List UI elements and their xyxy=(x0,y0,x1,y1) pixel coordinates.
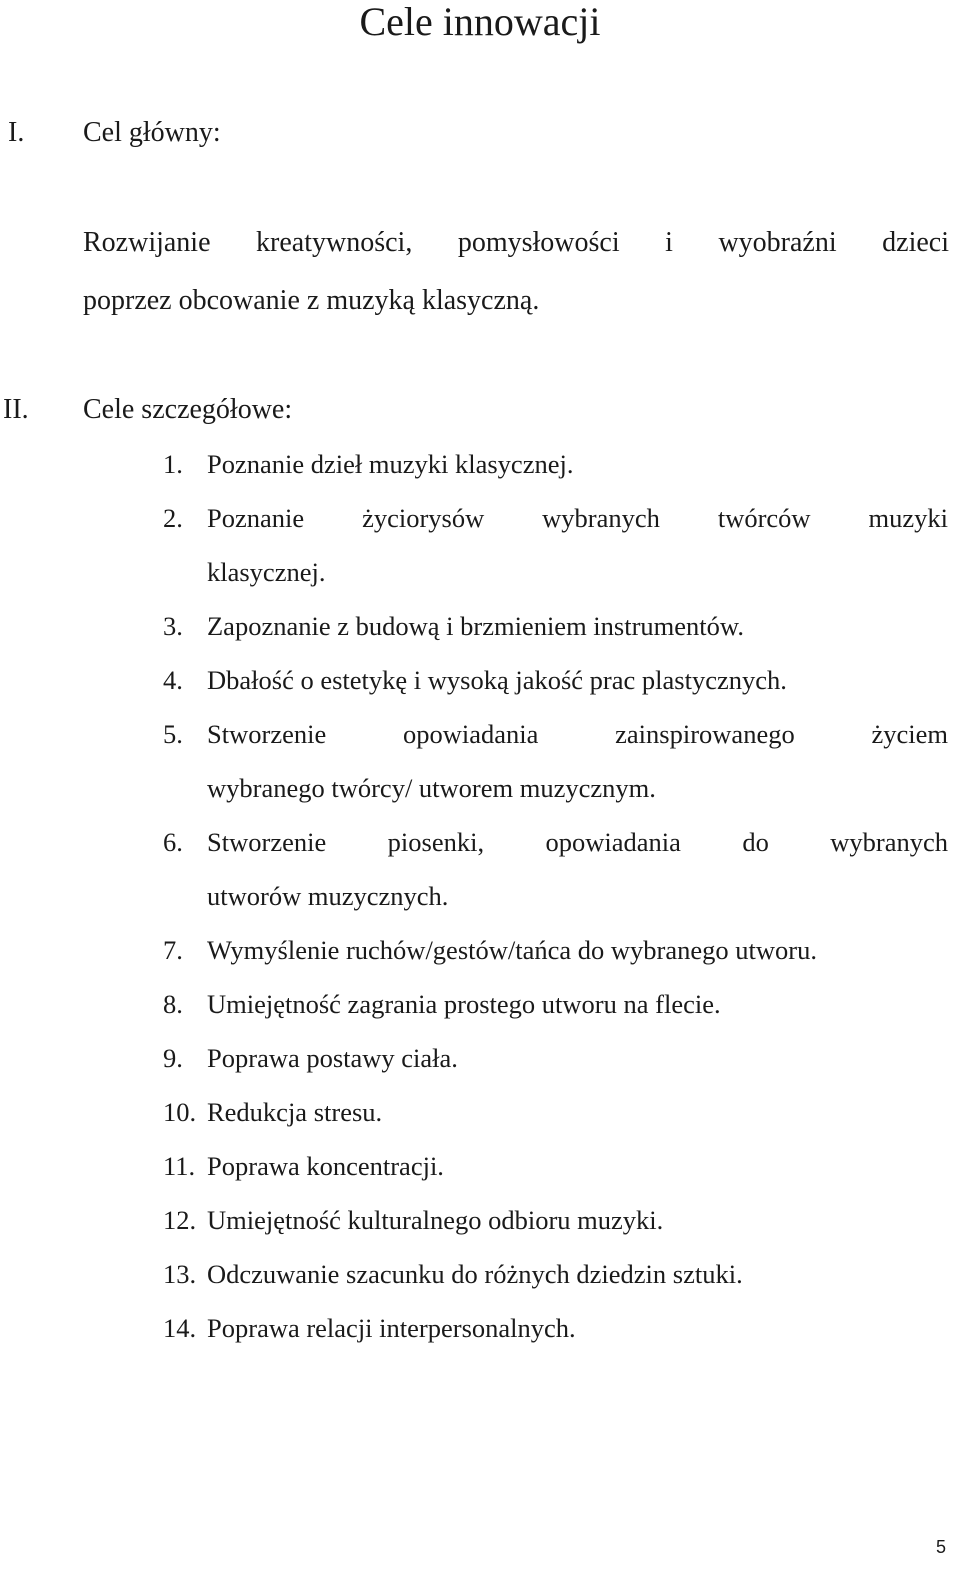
list-item-number: 5. xyxy=(163,719,183,749)
list-item-text: Dbałość o estetykę i wysoką jakość prac plastycznych. xyxy=(207,665,787,695)
list-item-text: Poprawa relacji interpersonalnych. xyxy=(207,1313,576,1343)
list-item-text: Poprawa postawy ciała. xyxy=(207,1043,458,1073)
paragraph-line: poprzez obcowanie z muzyką klasyczną. xyxy=(83,285,540,316)
list-item xyxy=(0,1312,960,1366)
list-item-number: 6. xyxy=(163,827,183,857)
list-item xyxy=(0,988,960,1042)
list-item xyxy=(0,1204,960,1258)
specific-goals-list xyxy=(0,448,960,1366)
list-item-text: utworów muzycznych. xyxy=(207,881,449,911)
list-item-number: 8. xyxy=(163,989,183,1019)
list-item xyxy=(0,934,960,988)
list-item-number: 13. xyxy=(163,1259,197,1289)
list-item-text: Stworzenie opowiadania zainspirowanego życiem xyxy=(207,719,948,749)
list-item-number: 3. xyxy=(163,611,183,641)
list-item-number: 11. xyxy=(163,1151,196,1181)
list-item xyxy=(0,664,960,718)
list-item xyxy=(0,1096,960,1150)
list-item-text: Umiejętność kulturalnego odbioru muzyki. xyxy=(207,1205,664,1235)
section-1-heading: Cel główny: xyxy=(83,117,221,148)
list-item xyxy=(0,1150,960,1204)
list-item xyxy=(0,1042,960,1096)
list-item-text: Redukcja stresu. xyxy=(207,1097,383,1127)
list-item xyxy=(0,826,960,934)
list-item-number: 10. xyxy=(163,1097,197,1127)
list-item-number: 1. xyxy=(163,449,183,479)
list-item-number: 12. xyxy=(163,1205,197,1235)
list-item-text: Zapoznanie z budową i brzmieniem instrumentów. xyxy=(207,611,744,641)
list-item-text: Stworzenie piosenki, opowiadania do wybranych xyxy=(207,827,948,857)
list-item-text: klasycznej. xyxy=(207,557,326,587)
list-item-number: 4. xyxy=(163,665,183,695)
list-item-text: Poznanie życiorysów wybranych twórców muzyki xyxy=(207,503,948,533)
list-item-number: 14. xyxy=(163,1313,197,1343)
list-item-text: Poznanie dzieł muzyki klasycznej. xyxy=(207,449,574,479)
section-2-number: II. xyxy=(3,394,29,425)
list-item-text: Odczuwanie szacunku do różnych dziedzin sztuki. xyxy=(207,1259,743,1289)
list-item xyxy=(0,448,960,502)
list-item-text: wybranego twórcy/ utworem muzycznym. xyxy=(207,773,656,803)
main-goal-paragraph xyxy=(83,227,949,343)
page-title: Cele innowacji xyxy=(359,0,601,44)
page-number: 5 xyxy=(935,1537,946,1557)
list-item-number: 7. xyxy=(163,935,183,965)
section-2-heading: Cele szczegółowe: xyxy=(83,394,293,425)
list-item xyxy=(0,610,960,664)
section-1-number: I. xyxy=(8,117,25,148)
list-item xyxy=(0,718,960,826)
list-item xyxy=(0,502,960,610)
list-item-text: Wymyślenie ruchów/gestów/tańca do wybranego utworu. xyxy=(207,935,817,965)
list-item xyxy=(0,1258,960,1312)
list-item-number: 9. xyxy=(163,1043,183,1073)
list-item-text: Umiejętność zagrania prostego utworu na flecie. xyxy=(207,989,721,1019)
paragraph-line: Rozwijanie kreatywności, pomysłowości i wyobraźni dzieci xyxy=(83,227,949,258)
list-item-number: 2. xyxy=(163,503,183,533)
list-item-text: Poprawa koncentracji. xyxy=(207,1151,444,1181)
